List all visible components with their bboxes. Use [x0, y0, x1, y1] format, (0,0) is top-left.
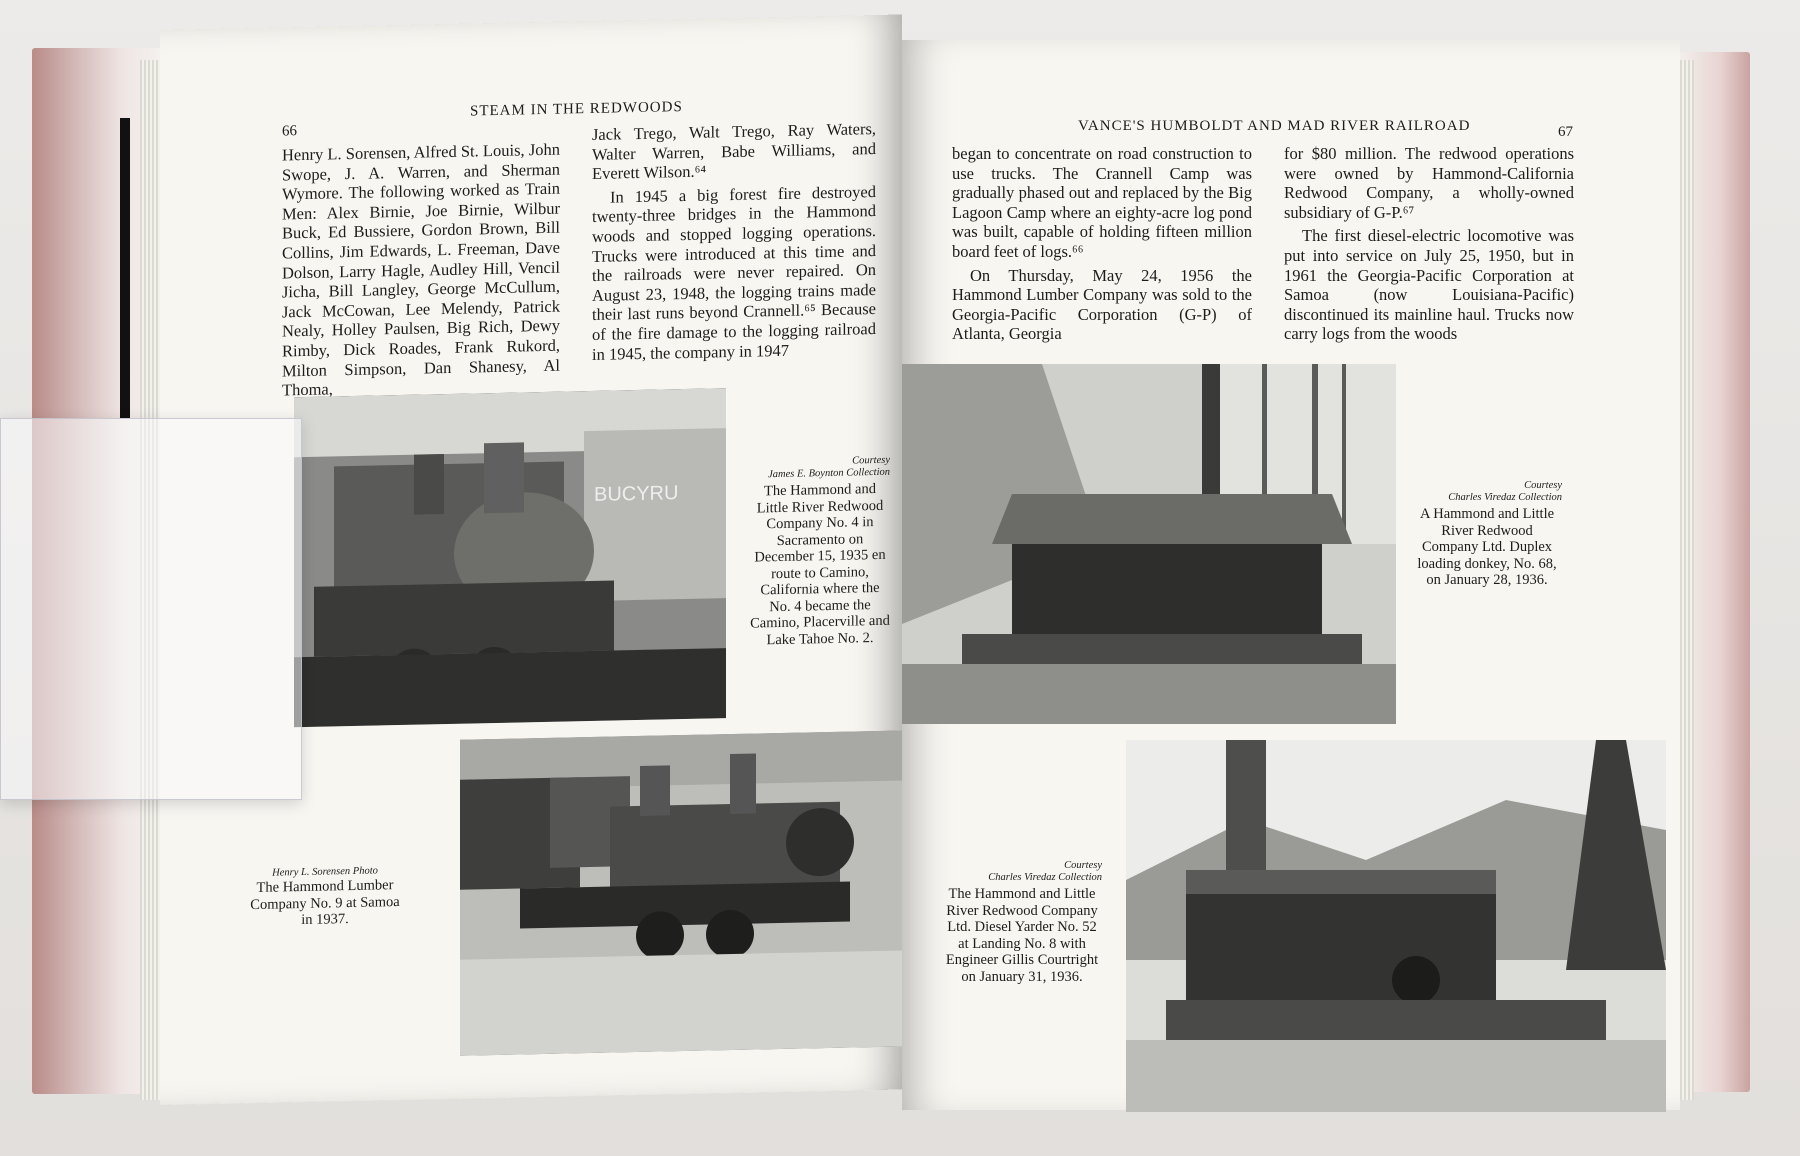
photo-locomotive-no4-image — [294, 388, 726, 727]
credit-line: James E. Boynton Collection — [768, 466, 890, 481]
caption-locomotive-no4 — [750, 455, 890, 649]
credit-line: Henry L. Sorensen Photo — [272, 865, 378, 879]
caption-duplex-loading-donkey — [1412, 480, 1562, 589]
paragraph: began to concentrate on road construction to use trucks. The Crannell Camp was gradually phased out and replaced by the Big Lagoon Camp where an eighty-acre log pond was built, capable of holding fifteen million board feet of logs.⁶⁶ — [952, 144, 1252, 261]
sign-text: BUCYRU — [594, 482, 679, 506]
cover-spine-strip — [120, 118, 130, 418]
photo-locomotive-no4 — [294, 388, 726, 727]
right-column-2 — [1284, 144, 1574, 348]
left-column-2 — [592, 119, 876, 368]
photo-duplex-loading-donkey-image — [902, 364, 1396, 724]
credit-line: Charles Viredaz Collection — [1448, 492, 1562, 503]
caption-text: The Hammond and Little River Redwood Company No. 4 in Sacramento on December 15, 1935 en route to Camino, California where the No. 4 became the Camino, Placerville and Lake Tahoe No. 2. — [750, 481, 890, 648]
caption-locomotive-no9 — [250, 865, 400, 930]
credit-line: Courtesy — [852, 454, 890, 467]
paragraph: In 1945 a big forest fire destroyed twenty-three bridges in the Hammond woods and stopped logging operations. Trucks were introduced at this time and the railroads were never repaired. On August 23, 1948, the logging trains made their last runs beyond Crannell.⁶⁵ Because of the fire damage to the logging railroad in 1945, the company in 1947 — [592, 181, 876, 364]
paragraph: On Thursday, May 24, 1956 the Hammond Lumber Company was sold to the Georgia-Pacific Corporation (G-P) of Atlanta, Georgia — [952, 265, 1252, 344]
acrylic-block — [0, 418, 302, 800]
running-head-left: STEAM IN THE REDWOODS — [470, 99, 683, 120]
caption-text: A Hammond and Little River Redwood Company Ltd. Duplex loading donkey, No. 68, on January 28, 1936. — [1417, 506, 1557, 588]
photo-locomotive-no9 — [460, 730, 902, 1055]
caption-diesel-yarder-no52 — [942, 860, 1102, 985]
credit-line: Charles Viredaz Collection — [988, 872, 1102, 883]
right-column-1 — [952, 144, 1252, 348]
page-number-left: 66 — [282, 123, 297, 140]
right-page — [902, 40, 1680, 1110]
credit-line: Courtesy — [1064, 860, 1102, 871]
photo-diesel-yarder-no52-image — [1126, 740, 1666, 1112]
credit-line: Courtesy — [1524, 480, 1562, 491]
left-column-1 — [282, 140, 560, 405]
page-number-right: 67 — [1558, 124, 1573, 140]
paragraph: The first diesel-electric locomotive was put into service on July 25, 1950, but in 1961 the Georgia-Pacific Corporation at Samoa (now Louisiana-Pacific) discontinued its mainline haul. Trucks now carry logs from the woods — [1284, 226, 1574, 344]
photo-duplex-loading-donkey — [902, 364, 1396, 724]
caption-text: The Hammond Lumber Company No. 9 at Samoa in 1937. — [250, 877, 400, 929]
running-head-right: VANCE'S HUMBOLDT AND MAD RIVER RAILROAD — [1078, 118, 1471, 134]
paragraph: for $80 million. The redwood operations were owned by Hammond-California Redwood Company, a wholly-owned subsidiary of G-P.⁶⁷ — [1284, 144, 1574, 222]
paragraph: Jack Trego, Walt Trego, Ray Waters, Walter Warren, Babe Williams, and Everett Wilson.⁶⁴ — [592, 119, 876, 184]
photo-locomotive-no9-image — [460, 730, 902, 1055]
paragraph: Henry L. Sorensen, Alfred St. Louis, John Swope, J. A. Warren, and Sherman Wymore. The following worked as Train Men: Alex Birnie, Joe Birnie, Wilbur Buck, Ed Bussiere, Gordon Brown, Bill Collins, Jim Edwards, L. Freeman, Dave Dolson, Larry Hagle, Audley Hill, Vencil Jicha, Bill Langley, George McCullum, Jack McCowan, Lee Melendy, Patrick Nealy, Holley Paulsen, Big Rich, Dewy Rimby, Dick Roades, Frank Rukord, Milton Simpson, Dan Shanesy, Al Thoma, — [282, 139, 560, 400]
photo-diesel-yarder-no52 — [1126, 740, 1666, 1112]
caption-text: The Hammond and Little River Redwood Company Ltd. Diesel Yarder No. 52 at Landing No. 8 with Engineer Gillis Courtright on January 31, 1936. — [945, 886, 1099, 985]
